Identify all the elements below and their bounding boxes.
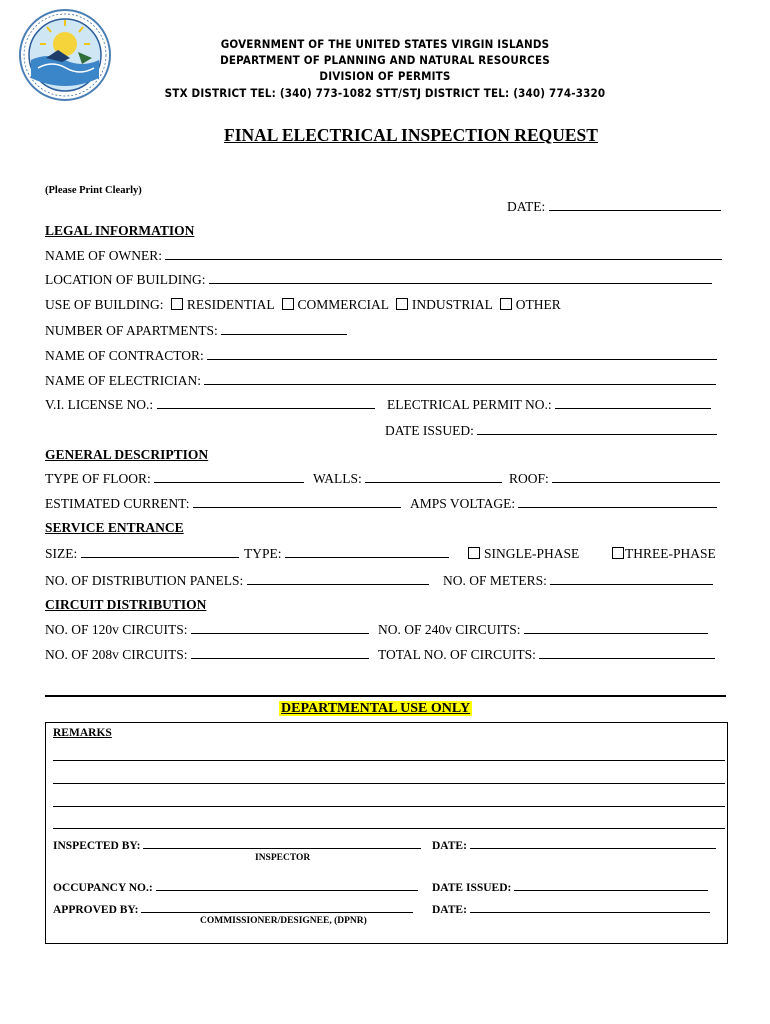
estimated-current-field[interactable]: [45, 496, 401, 512]
date-label: DATE:: [507, 199, 546, 214]
owner-name-label: NAME OF OWNER:: [45, 248, 162, 263]
total-circuits-label: TOTAL NO. OF CIRCUITS:: [378, 647, 536, 662]
service-type-label: TYPE:: [244, 546, 282, 561]
building-use-field: [45, 297, 561, 313]
approval-date-field[interactable]: [432, 902, 710, 916]
contractor-name-field[interactable]: [45, 348, 717, 364]
amps-voltage-label: AMPS VOLTAGE:: [410, 496, 516, 511]
remarks-label: REMARKS: [53, 727, 112, 739]
remarks-line-4[interactable]: [53, 828, 725, 829]
industrial-option: INDUSTRIAL: [411, 297, 493, 312]
commissioner-caption: COMMISSIONER/DESIGNEE, (DPNR): [200, 916, 367, 926]
commercial-checkbox[interactable]: [282, 298, 294, 310]
building-location-label: LOCATION OF BUILDING:: [45, 272, 206, 287]
remarks-line-3[interactable]: [53, 806, 725, 807]
electrician-name-field[interactable]: [45, 373, 716, 389]
apartments-field[interactable]: [45, 323, 347, 339]
building-use-label: USE OF BUILDING:: [45, 297, 164, 312]
inspected-by-label: INSPECTED BY:: [53, 840, 141, 852]
three-phase-label: THREE-PHASE: [625, 546, 716, 561]
header-line-department: DEPARTMENT OF PLANNING AND NATURAL RESOURCES: [220, 53, 550, 67]
header-line-government: GOVERNMENT OF THE UNITED STATES VIRGIN ISLANDS: [220, 37, 550, 51]
single-phase-checkbox[interactable]: [468, 547, 480, 559]
total-circuits-field[interactable]: [378, 647, 715, 663]
contractor-name-label: NAME OF CONTRACTOR:: [45, 348, 204, 363]
commercial-option: COMMERCIAL: [297, 297, 389, 312]
approved-by-field[interactable]: [53, 902, 413, 916]
circuits-208v-label: NO. OF 208v CIRCUITS:: [45, 647, 188, 662]
section-divider: [45, 695, 726, 697]
floor-type-label: TYPE OF FLOOR:: [45, 471, 151, 486]
print-note: (Please Print Clearly): [45, 185, 142, 196]
service-size-field[interactable]: [45, 546, 239, 562]
circuits-240v-label: NO. OF 240v CIRCUITS:: [378, 622, 521, 637]
permit-date-issued-field[interactable]: [385, 423, 717, 439]
occupancy-number-label: OCCUPANCY NO.:: [53, 882, 153, 894]
industrial-checkbox[interactable]: [396, 298, 408, 310]
occupancy-number-field[interactable]: [53, 880, 418, 894]
remarks-line-1[interactable]: [53, 760, 725, 761]
floor-type-field[interactable]: [45, 471, 304, 487]
section-legal-information: LEGAL INFORMATION: [45, 223, 195, 238]
approval-date-label: DATE:: [432, 904, 467, 916]
single-phase-option: [464, 546, 579, 562]
building-location-field[interactable]: [45, 272, 712, 288]
inspected-by-field[interactable]: [53, 838, 421, 852]
other-option: OTHER: [515, 297, 561, 312]
approved-by-label: APPROVED BY:: [53, 904, 139, 916]
form-title: FINAL ELECTRICAL INSPECTION REQUEST: [224, 125, 598, 145]
occupancy-date-issued-label: DATE ISSUED:: [432, 882, 512, 894]
departmental-use-heading: [279, 699, 472, 717]
electrician-name-label: NAME OF ELECTRICIAN:: [45, 373, 201, 388]
electrical-permit-field[interactable]: [387, 397, 711, 413]
owner-name-field[interactable]: [45, 248, 722, 264]
other-checkbox[interactable]: [500, 298, 512, 310]
circuits-240v-field[interactable]: [378, 622, 708, 638]
departmental-use-label: DEPARTMENTAL USE ONLY: [281, 701, 471, 716]
inspector-caption: INSPECTOR: [255, 853, 311, 863]
estimated-current-label: ESTIMATED CURRENT:: [45, 496, 190, 511]
license-number-label: V.I. LICENSE NO.:: [45, 397, 154, 412]
occupancy-date-issued-field[interactable]: [432, 880, 708, 894]
electrical-permit-label: ELECTRICAL PERMIT NO.:: [387, 397, 552, 412]
apartments-label: NUMBER OF APARTMENTS:: [45, 323, 218, 338]
inspection-date-field[interactable]: [432, 838, 716, 852]
header-line-division: DIVISION OF PERMITS: [319, 69, 451, 83]
service-type-field[interactable]: [244, 546, 449, 562]
circuits-120v-label: NO. OF 120v CIRCUITS:: [45, 622, 188, 637]
header-line-phones: STX DISTRICT TEL: (340) 773-1082 STT/STJ DISTRICT TEL: (340) 774-3320: [164, 86, 606, 100]
section-service-entrance: SERVICE ENTRANCE: [45, 520, 184, 535]
remarks-line-2[interactable]: [53, 783, 725, 784]
roof-field[interactable]: [509, 471, 720, 487]
single-phase-label: SINGLE-PHASE: [484, 546, 580, 561]
walls-field[interactable]: [313, 471, 502, 487]
walls-label: WALLS:: [313, 471, 362, 486]
three-phase-checkbox[interactable]: [612, 547, 624, 559]
residential-checkbox[interactable]: [171, 298, 183, 310]
service-size-label: SIZE:: [45, 546, 78, 561]
circuits-208v-field[interactable]: [45, 647, 369, 663]
permit-date-issued-label: DATE ISSUED:: [385, 423, 474, 438]
meters-label: NO. OF METERS:: [443, 573, 547, 588]
residential-option: RESIDENTIAL: [186, 297, 275, 312]
three-phase-option: [612, 546, 716, 562]
date-field[interactable]: [507, 199, 721, 215]
circuits-120v-field[interactable]: [45, 622, 369, 638]
amps-voltage-field[interactable]: [410, 496, 717, 512]
section-general-description: GENERAL DESCRIPTION: [45, 447, 209, 462]
distribution-panels-label: NO. OF DISTRIBUTION PANELS:: [45, 573, 244, 588]
roof-label: ROOF:: [509, 471, 549, 486]
distribution-panels-field[interactable]: [45, 573, 429, 589]
meters-field[interactable]: [443, 573, 713, 589]
license-number-field[interactable]: [45, 397, 375, 413]
inspection-date-label: DATE:: [432, 840, 467, 852]
section-circuit-distribution: CIRCUIT DISTRIBUTION: [45, 597, 207, 612]
